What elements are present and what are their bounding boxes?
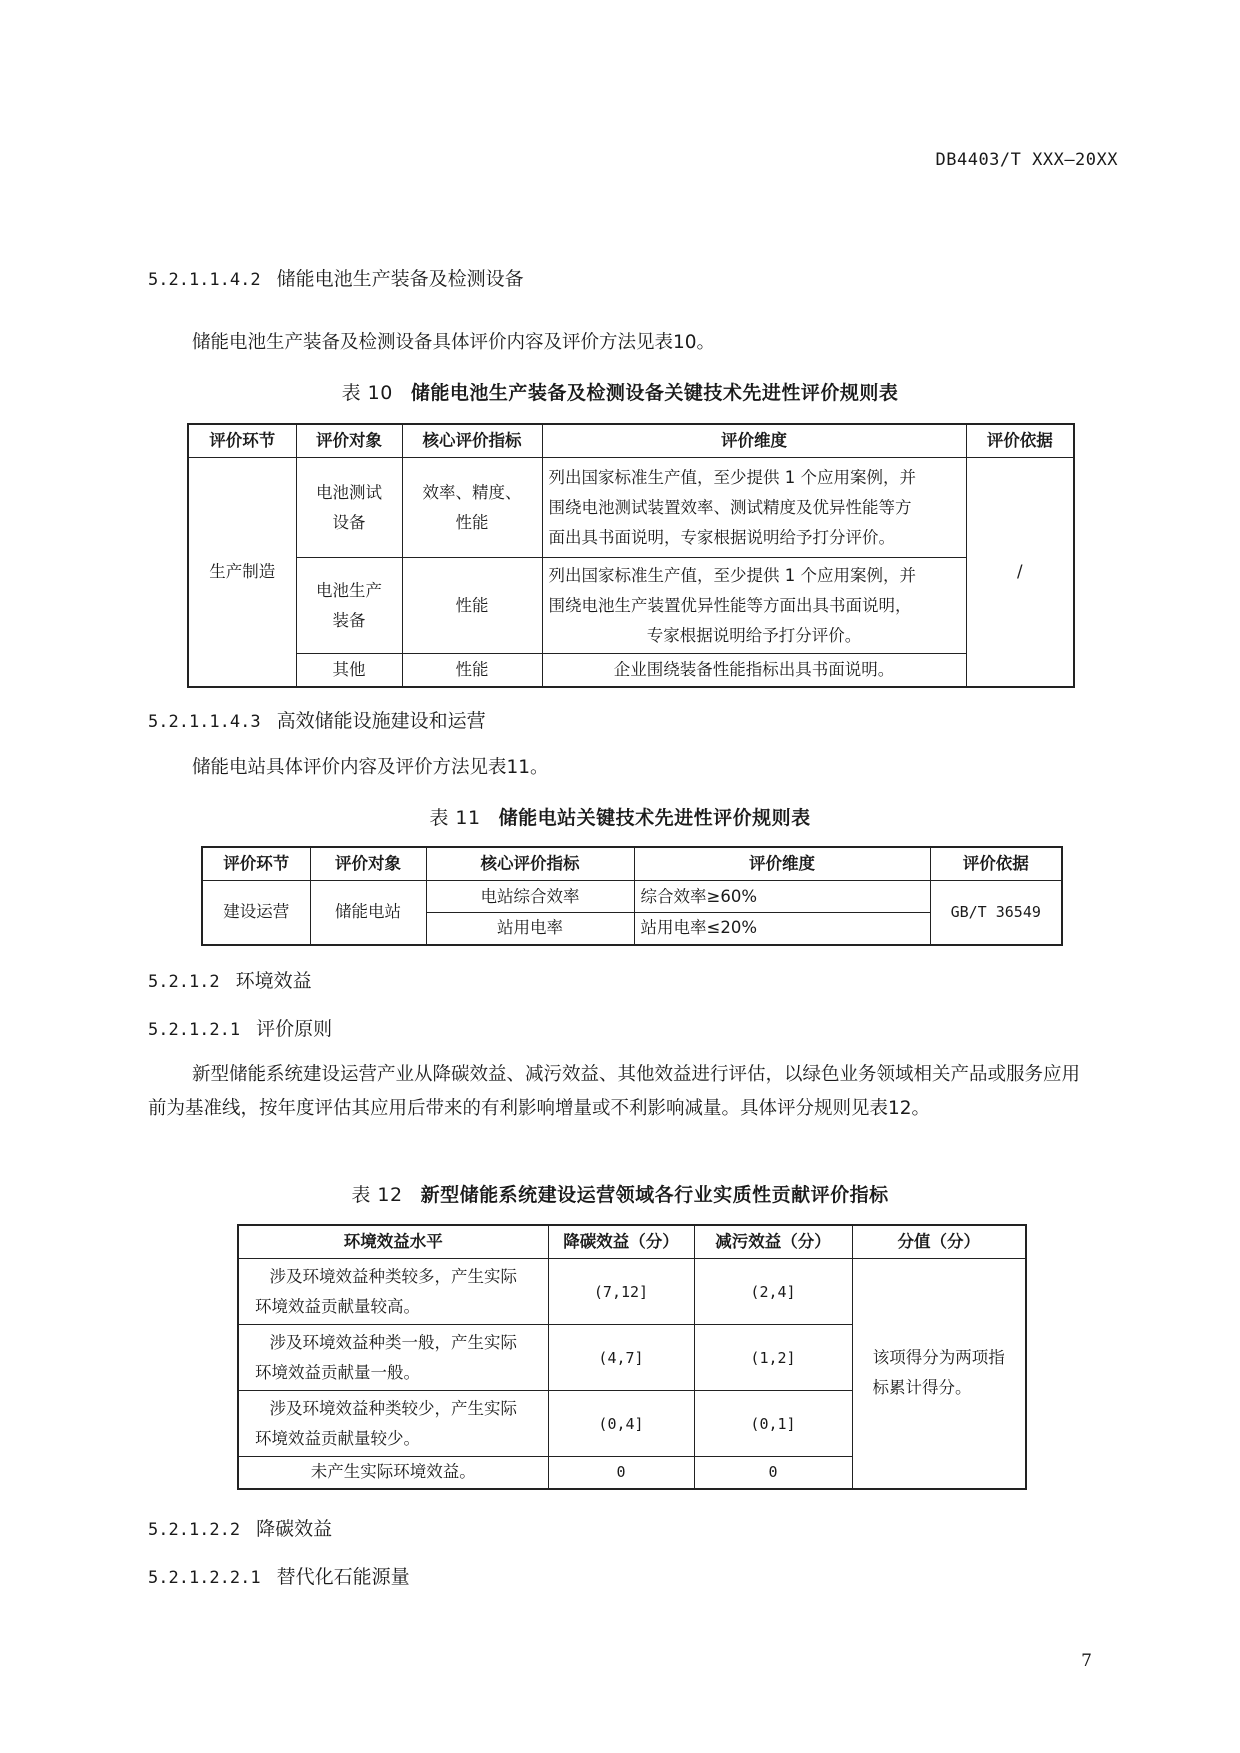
table-row bbox=[188, 458, 1074, 558]
table-number: 表 10 bbox=[341, 382, 393, 404]
pollution-cell: 0 bbox=[694, 1457, 852, 1489]
indicator-cell: 站用电率 bbox=[426, 913, 634, 945]
dimension-cell: 列出国家标准生产值，至少提供 1 个应用案例，并 围绕电池测试装置效率、测试精度及优异性能等方 面出具书面说明，专家根据说明给予打分评价。 bbox=[542, 458, 966, 558]
header-cell: 降碳效益（分） bbox=[548, 1225, 694, 1259]
header-cell: 评价依据 bbox=[930, 847, 1062, 881]
table-caption bbox=[0, 378, 1240, 405]
table-12 bbox=[237, 1224, 1027, 1490]
section-title: 降碳效益 bbox=[256, 1518, 333, 1540]
paragraph: 储能电池生产装备及检测设备具体评价内容及评价方法见表10。 bbox=[192, 332, 716, 353]
table-header-row bbox=[202, 847, 1062, 881]
table-row bbox=[188, 558, 1074, 654]
section-number: 5.2.1.2.2 bbox=[148, 1520, 241, 1540]
table-title: 新型储能系统建设运营领域各行业实质性贡献评价指标 bbox=[420, 1184, 889, 1206]
carbon-cell: (0,4] bbox=[548, 1391, 694, 1457]
score-cell: 该项得分为两项指 标累计得分。 bbox=[852, 1259, 1026, 1489]
level-cell: 涉及环境效益种类较少，产生实际 环境效益贡献量较少。 bbox=[238, 1391, 548, 1457]
table-10 bbox=[187, 423, 1075, 688]
basis-cell: GB/T 36549 bbox=[930, 881, 1062, 945]
carbon-cell: 0 bbox=[548, 1457, 694, 1489]
section-title: 高效储能设施建设和运营 bbox=[276, 710, 486, 732]
stage-cell: 建设运营 bbox=[202, 881, 310, 945]
header-cell: 环境效益水平 bbox=[238, 1225, 548, 1259]
object-cell: 电池生产 装备 bbox=[296, 558, 402, 654]
header-cell: 核心评价指标 bbox=[426, 847, 634, 881]
header-cell: 评价对象 bbox=[310, 847, 426, 881]
paragraph: 新型储能系统建设运营产业从降碳效益、减污效益、其他效益进行评估，以绿色业务领域相关产品或服务应用前为基准线，按年度评估其应用后带来的有利影响增量或不利影响减量。具体评分规则见表12。 bbox=[148, 1064, 1081, 1119]
header-cell: 减污效益（分） bbox=[694, 1225, 852, 1259]
header-cell: 评价维度 bbox=[634, 847, 930, 881]
section-heading bbox=[148, 966, 312, 993]
section-heading bbox=[148, 706, 486, 733]
indicator-cell: 电站综合效率 bbox=[426, 881, 634, 913]
indicator-cell: 效率、精度、 性能 bbox=[402, 458, 542, 558]
level-cell: 未产生实际环境效益。 bbox=[238, 1457, 548, 1489]
paragraph: 储能电站具体评价内容及评价方法见表11。 bbox=[192, 757, 549, 778]
section-heading bbox=[148, 1514, 332, 1541]
object-cell: 电池测试 设备 bbox=[296, 458, 402, 558]
header-cell: 评价对象 bbox=[296, 424, 402, 458]
header-cell: 分值（分） bbox=[852, 1225, 1026, 1259]
table-title: 储能电池生产装备及检测设备关键技术先进性评价规则表 bbox=[410, 382, 899, 404]
table-number: 表 12 bbox=[351, 1184, 403, 1206]
level-cell: 涉及环境效益种类较多，产生实际 环境效益贡献量较高。 bbox=[238, 1259, 548, 1325]
table-header-row bbox=[238, 1225, 1026, 1259]
section-number: 5.2.1.2 bbox=[148, 972, 220, 992]
level-cell: 涉及环境效益种类一般，产生实际 环境效益贡献量一般。 bbox=[238, 1325, 548, 1391]
header-cell: 核心评价指标 bbox=[402, 424, 542, 458]
section-number: 5.2.1.2.2.1 bbox=[148, 1568, 261, 1588]
dimension-cell: 综合效率≥60% bbox=[634, 881, 930, 913]
dimension-cell: 站用电率≤20% bbox=[634, 913, 930, 945]
section-title: 替代化石能源量 bbox=[276, 1566, 410, 1588]
dimension-cell: 列出国家标准生产值，至少提供 1 个应用案例，并 围绕电池生产装置优异性能等方面出具书面说明， 专家根据说明给予打分评价。 bbox=[542, 558, 966, 654]
carbon-cell: (4,7] bbox=[548, 1325, 694, 1391]
header-cell: 评价环节 bbox=[202, 847, 310, 881]
document-id: DB4403/T XXX—20XX bbox=[935, 150, 1118, 170]
section-title: 储能电池生产装备及检测设备 bbox=[276, 268, 524, 290]
table-row bbox=[238, 1259, 1026, 1325]
object-cell: 其他 bbox=[296, 654, 402, 687]
header-cell: 评价环节 bbox=[188, 424, 296, 458]
section-heading bbox=[148, 264, 524, 291]
section-number: 5.2.1.1.4.2 bbox=[148, 270, 261, 290]
page-number: 7 bbox=[1081, 1651, 1092, 1671]
indicator-cell: 性能 bbox=[402, 558, 542, 654]
pollution-cell: (1,2] bbox=[694, 1325, 852, 1391]
table-header-row bbox=[188, 424, 1074, 458]
pollution-cell: (2,4] bbox=[694, 1259, 852, 1325]
object-cell: 储能电站 bbox=[310, 881, 426, 945]
section-heading bbox=[148, 1014, 332, 1041]
header-cell: 评价维度 bbox=[542, 424, 966, 458]
section-number: 5.2.1.2.1 bbox=[148, 1020, 241, 1040]
indicator-cell: 性能 bbox=[402, 654, 542, 687]
table-row bbox=[188, 654, 1074, 687]
table-number: 表 11 bbox=[429, 807, 481, 829]
pollution-cell: (0,1] bbox=[694, 1391, 852, 1457]
table-title: 储能电站关键技术先进性评价规则表 bbox=[498, 807, 811, 829]
section-title: 环境效益 bbox=[235, 970, 312, 992]
section-number: 5.2.1.1.4.3 bbox=[148, 712, 261, 732]
section-title: 评价原则 bbox=[256, 1018, 333, 1040]
dimension-cell: 企业围绕装备性能指标出具书面说明。 bbox=[542, 654, 966, 687]
table-caption bbox=[0, 803, 1240, 830]
carbon-cell: (7,12] bbox=[548, 1259, 694, 1325]
section-heading bbox=[148, 1562, 410, 1589]
table-11 bbox=[201, 846, 1063, 946]
table-caption bbox=[0, 1180, 1240, 1207]
header-cell: 评价依据 bbox=[966, 424, 1074, 458]
table-row bbox=[202, 881, 1062, 913]
basis-cell: / bbox=[966, 458, 1074, 687]
stage-cell: 生产制造 bbox=[188, 458, 296, 687]
